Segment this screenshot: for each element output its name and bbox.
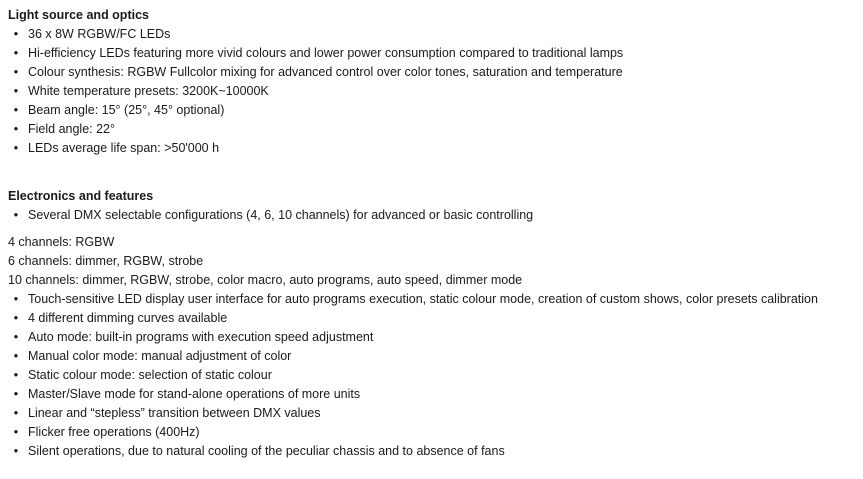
bullet-icon: • [13,46,19,60]
channel-config-line: 6 channels: dimmer, RGBW, strobe [8,254,204,268]
bullet-icon: • [13,444,19,458]
bullet-icon: • [13,27,19,41]
channel-config-line: 4 channels: RGBW [8,235,115,249]
bullet-icon: • [13,368,19,382]
light-source-list [8,25,859,158]
section-heading-light-source: Light source and optics [8,8,149,22]
bullet-icon: • [13,65,19,79]
list-item: • Auto mode: built-in programs with execution speed adjustment [8,328,859,347]
bullet-icon: • [13,103,19,117]
list-item: • Beam angle: 15° (25°, 45° optional) [8,101,859,120]
bullet-icon: • [13,84,19,98]
bullet-icon: • [13,387,19,401]
list-item: • Manual color mode: manual adjustment of color [8,347,859,366]
bullet-icon: • [13,330,19,344]
bullet-icon: • [13,122,19,136]
bullet-icon: • [13,292,19,306]
features-list [8,290,859,461]
bullet-icon: • [13,349,19,363]
paragraph-spacer [8,225,859,233]
list-item: • Master/Slave mode for stand-alone operations of more units [8,385,859,404]
bullet-icon: • [13,406,19,420]
list-item: • Flicker free operations (400Hz) [8,423,859,442]
channel-config-line: 10 channels: dimmer, RGBW, strobe, color macro, auto programs, auto speed, dimmer mode [8,273,523,287]
list-item: • Linear and “stepless” transition between DMX values [8,404,859,423]
list-item: • Silent operations, due to natural cooling of the peculiar chassis and to absence of fans [8,442,859,461]
list-item: • 36 x 8W RGBW/FC LEDs [8,25,859,44]
list-item: • Touch-sensitive LED display user interface for auto programs execution, static colour mode, creation of custom shows, color presets calibration [8,290,859,309]
list-item: • LEDs average life span: >50'000 h [8,139,859,158]
bullet-icon: • [13,425,19,439]
list-item: • White temperature presets: 3200K~10000K [8,82,859,101]
list-item: • 4 different dimming curves available [8,309,859,328]
electronics-intro-list [8,206,859,225]
bullet-icon: • [13,141,19,155]
list-item: • Hi-efficiency LEDs featuring more vivid colours and lower power consumption compared to traditional lamps [8,44,859,63]
spec-document [8,6,859,461]
list-item: • Colour synthesis: RGBW Fullcolor mixing for advanced control over color tones, saturation and temperature [8,63,859,82]
section-spacer [8,158,859,187]
bullet-icon: • [13,311,19,325]
section-heading-electronics: Electronics and features [8,189,154,203]
list-item: • Several DMX selectable configurations (4, 6, 10 channels) for advanced or basic controlling [8,206,859,225]
list-item: • Field angle: 22° [8,120,859,139]
bullet-icon: • [13,208,19,222]
list-item: • Static colour mode: selection of static colour [8,366,859,385]
